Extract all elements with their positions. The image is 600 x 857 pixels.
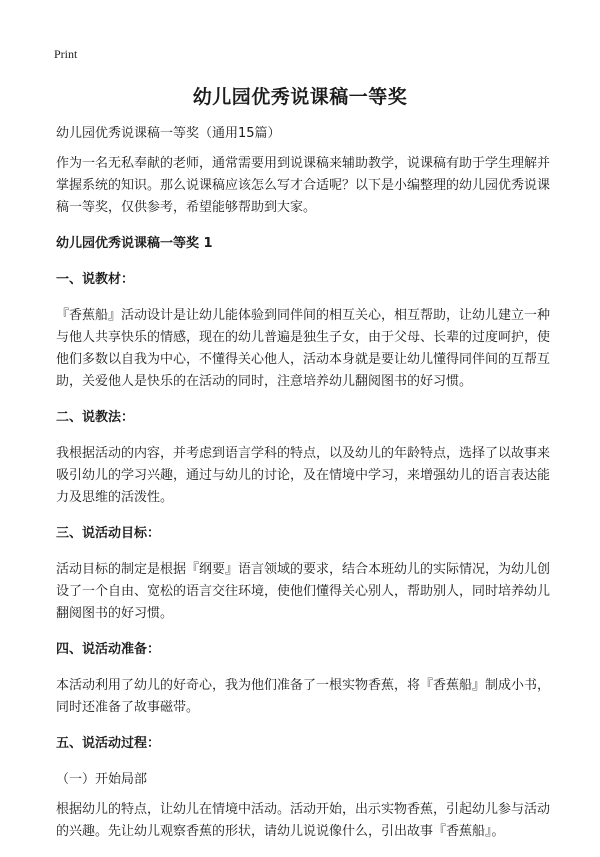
paragraph-opening: 根据幼儿的特点，让幼儿在情境中活动。活动开始，出示实物香蕉，引起幼儿参与活动的兴趣。先让幼儿观察香蕉的形状，请幼儿说说像什么，引出故事『香蕉船』。 bbox=[56, 802, 551, 839]
heading-activity-preparation: 四、说活动准备： bbox=[56, 642, 161, 657]
print-link[interactable]: Print bbox=[54, 47, 78, 61]
page-title: 幼儿园优秀说课稿一等奖 bbox=[192, 86, 408, 108]
intro-paragraph: 作为一名无私奉献的老师，通常需要用到说课稿来辅助教学，说课稿有助于学生理解并掌握系统的知识。那么说课稿应该怎么写才合适呢？以下是小编整理的幼儿园优秀说课稿一等奖，仅供参考，希望能够帮助到大家。 bbox=[56, 156, 551, 215]
heading-activity-process: 五、说活动过程： bbox=[56, 736, 161, 751]
paragraph-teaching-material: 『香蕉船』活动设计是让幼儿能体验到同伴间的相互关心，相互帮助，让幼儿建立一种与他人共享快乐的情感，现在的幼儿普遍是独生子女，由于父母、长辈的过度呵护，使他们多数以自我为中心，不懂得关心他人，活动本身就是要让幼儿懂得同伴间的互帮互助，关爱他人是快乐的在活动的同时，注意培养幼儿翻阅图书的好习惯。 bbox=[56, 308, 551, 389]
section-title: 幼儿园优秀说课稿一等奖 1 bbox=[56, 236, 213, 251]
paragraph-activity-goals: 活动目标的制定是根据『纲要』语言领域的要求，结合本班幼儿的实际情况，为幼儿创设了一个自由、宽松的语言交往环境，使他们懂得关心别人，帮助别人，同时培养幼儿翻阅图书的好习惯。 bbox=[56, 562, 551, 621]
heading-teaching-method: 二、说教法： bbox=[56, 410, 135, 425]
article-subtitle: 幼儿园优秀说课稿一等奖（通用15篇） bbox=[56, 126, 281, 141]
heading-activity-goals: 三、说活动目标： bbox=[56, 526, 161, 541]
article-body bbox=[56, 123, 552, 857]
paragraph-activity-preparation: 本活动利用了幼儿的好奇心，我为他们准备了一根实物香蕉，将『香蕉船』制成小书，同时还准备了故事磁带。 bbox=[56, 678, 551, 715]
heading-teaching-material: 一、说教材： bbox=[56, 272, 135, 287]
paragraph-teaching-method: 我根据活动的内容，并考虑到语言学科的特点，以及幼儿的年龄特点，选择了以故事来吸引幼儿的学习兴趣，通过与幼儿的讨论，及在情境中学习，来增强幼儿的语言表达能力及思维的活泼性。 bbox=[56, 446, 551, 505]
subheading-opening: （一）开始局部 bbox=[56, 772, 148, 787]
